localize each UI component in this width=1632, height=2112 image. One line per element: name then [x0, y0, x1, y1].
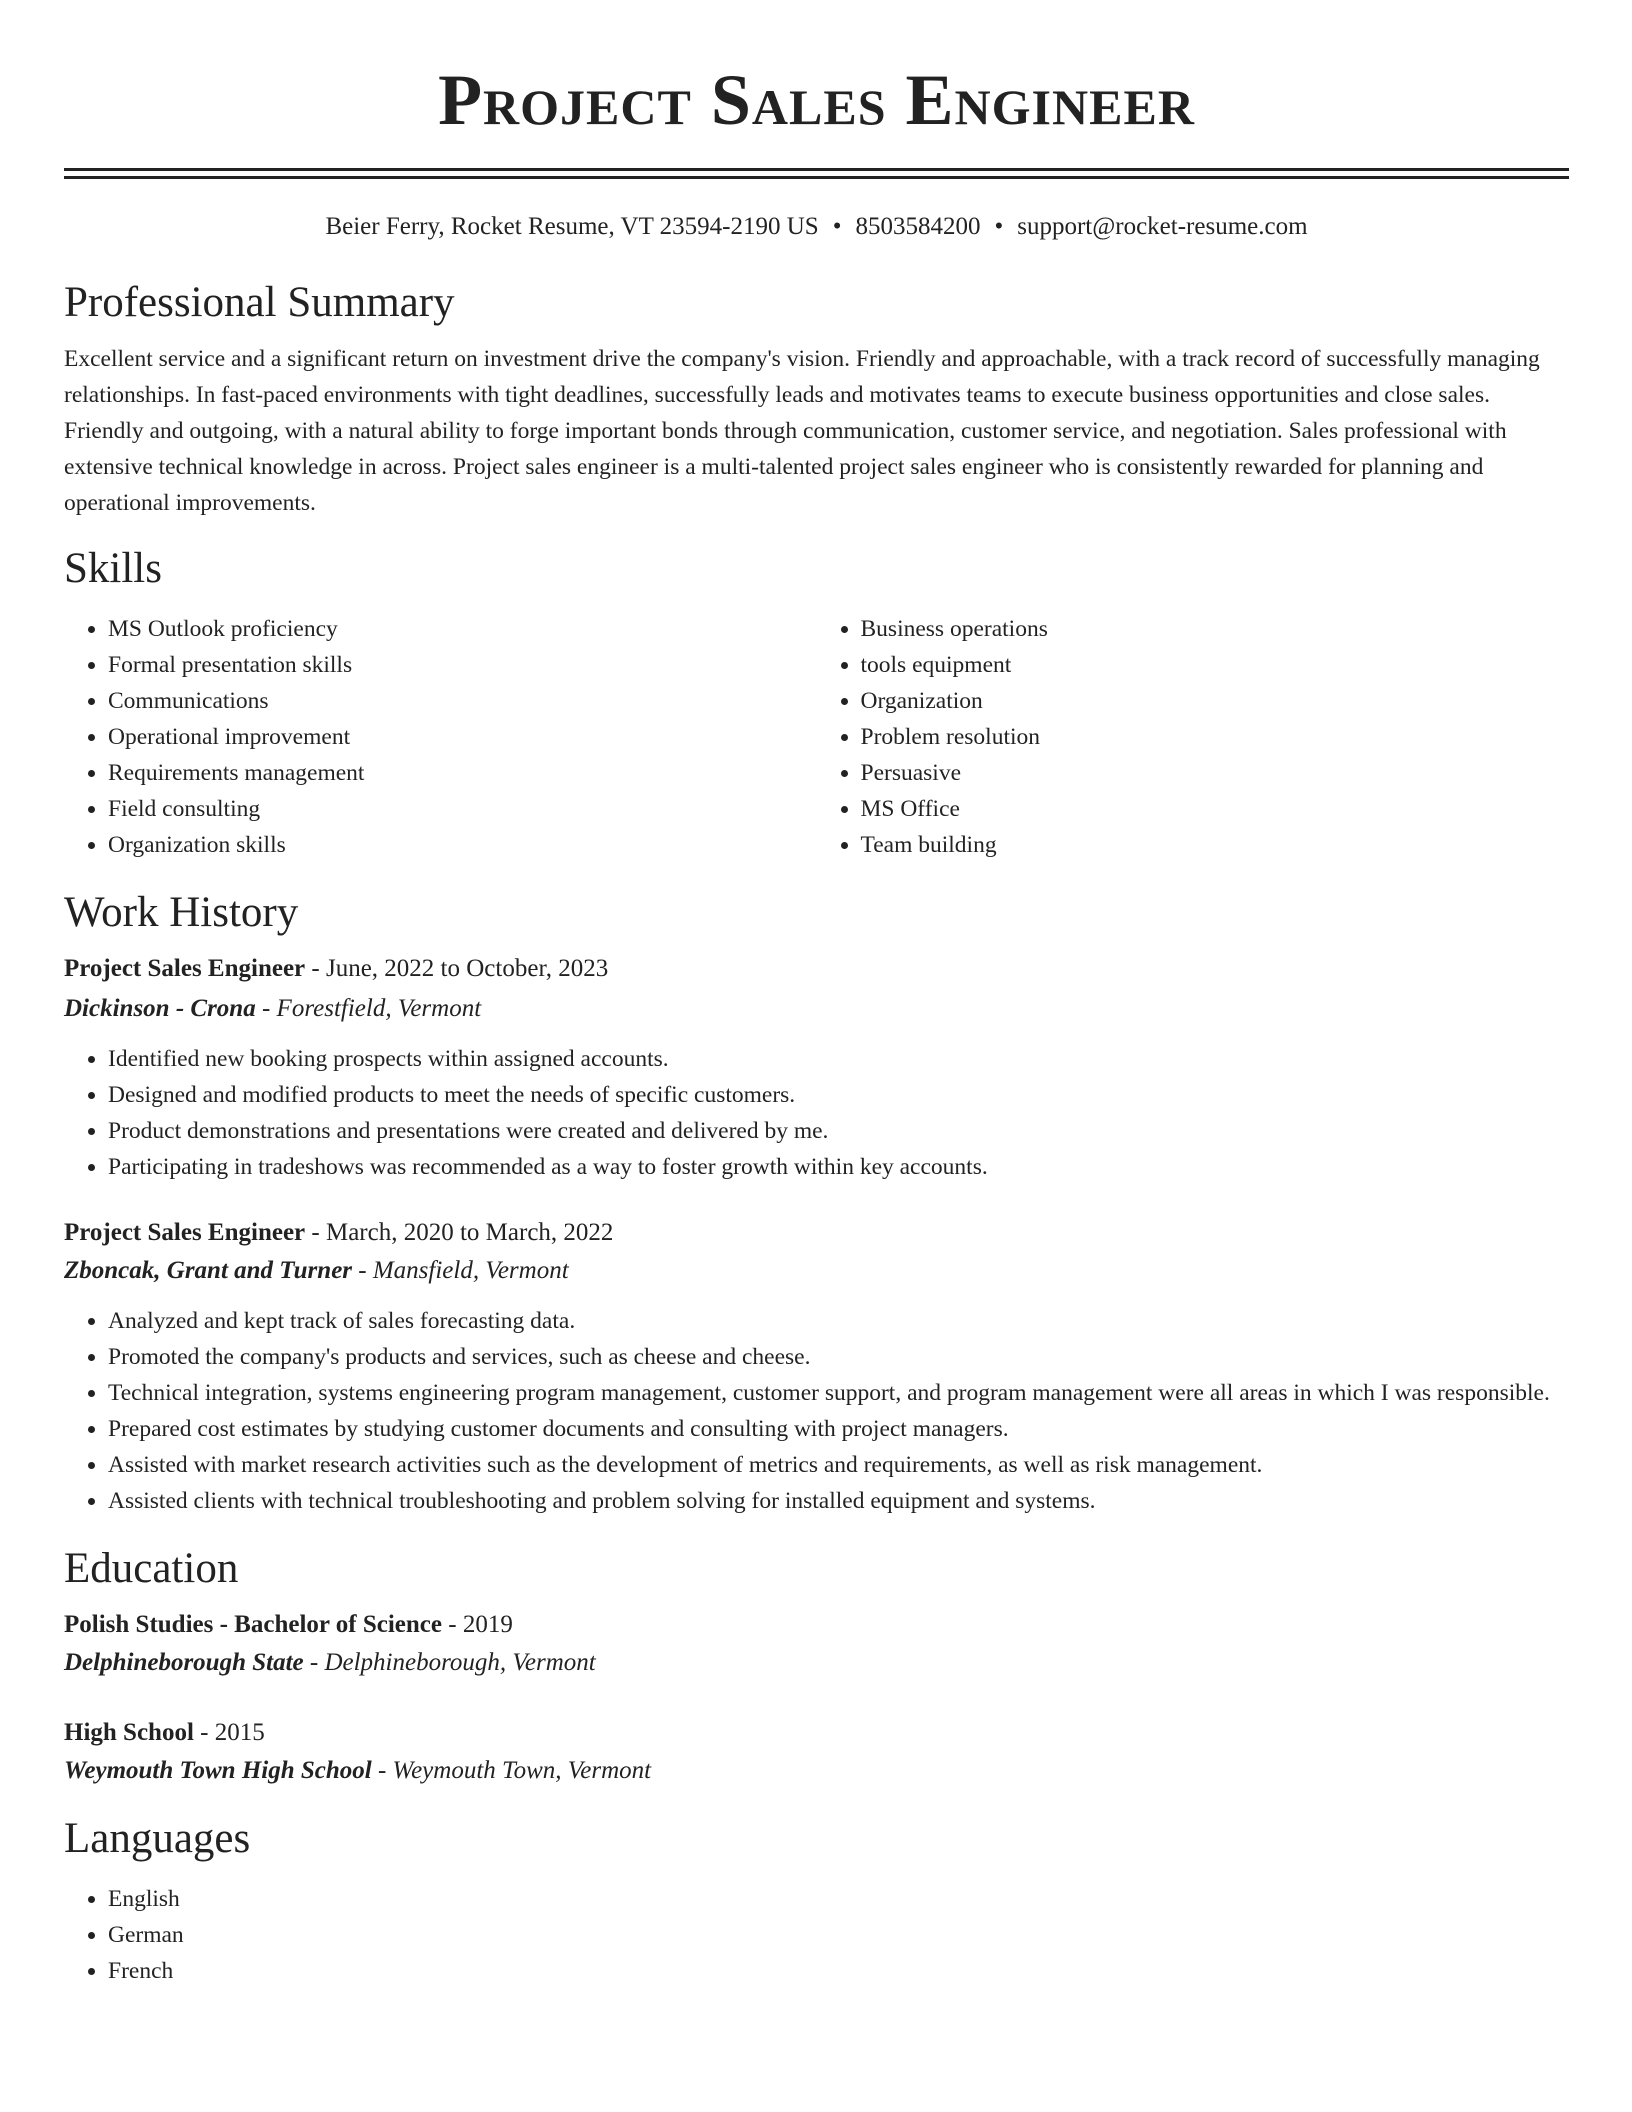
skill-item: • MS Office — [861, 791, 1570, 827]
job-duty: • Product demonstrations and presentations were created and delivered by me. — [108, 1113, 1569, 1149]
job-location: - Forestfield, Vermont — [261, 995, 482, 1022]
job-duty: • Designed and modified products to meet the needs of specific customers. — [108, 1077, 1569, 1113]
section-heading-languages: Languages — [64, 1815, 251, 1862]
skills-list-right — [817, 611, 1570, 863]
job-employer — [64, 991, 1569, 1027]
title-divider-top — [64, 168, 1569, 171]
job-duties — [64, 1041, 1569, 1185]
job-duty: • Technical integration, systems engineering program management, customer support, and program management were all areas in which I was responsible. — [108, 1375, 1569, 1411]
job-duty: • Analyzed and kept track of sales forecasting data. — [108, 1303, 1569, 1339]
job-employer — [64, 1253, 1569, 1289]
resume-title: Project Sales Engineer — [438, 60, 1195, 140]
job-duty: • Assisted with market research activities such as the development of metrics and requirements, as well as risk management. — [108, 1447, 1569, 1483]
language-item: • German — [108, 1917, 1569, 1953]
education-location: - Weymouth Town, Vermont — [377, 1757, 652, 1784]
skills-list-left — [64, 611, 817, 863]
job-entry — [64, 951, 1569, 1185]
job-company: Dickinson - Crona — [64, 995, 256, 1022]
job-header — [64, 1215, 1569, 1251]
education-year: - 2015 — [200, 1719, 265, 1746]
section-heading-summary: Professional Summary — [64, 279, 455, 326]
contact-phone: 8503584200 — [855, 213, 981, 240]
skill-item: • Persuasive — [861, 755, 1570, 791]
contact-address: Beier Ferry, Rocket Resume, VT 23594-2190 US — [325, 213, 819, 240]
skill-item: • Organization skills — [108, 827, 817, 863]
job-duty: • Promoted the company's products and services, such as cheese and cheese. — [108, 1339, 1569, 1375]
job-duty: • Identified new booking prospects within assigned accounts. — [108, 1041, 1569, 1077]
skill-item: • tools equipment — [861, 647, 1570, 683]
education-header — [64, 1715, 1569, 1751]
job-dates: - June, 2022 to October, 2023 — [311, 955, 609, 982]
contact-email: support@rocket-resume.com — [1017, 213, 1308, 240]
job-duty: • Prepared cost estimates by studying customer documents and consulting with project managers. — [108, 1411, 1569, 1447]
skill-item: • MS Outlook proficiency — [108, 611, 817, 647]
section-heading-work: Work History — [64, 889, 299, 936]
education-entry — [64, 1607, 1569, 1681]
education-header — [64, 1607, 1569, 1643]
language-item: • English — [108, 1881, 1569, 1917]
section-heading-skills: Skills — [64, 545, 162, 592]
skills-columns — [64, 611, 1569, 863]
skill-item: • Communications — [108, 683, 817, 719]
skill-item: • Requirements management — [108, 755, 817, 791]
job-location: - Mansfield, Vermont — [358, 1257, 569, 1284]
language-item: • French — [108, 1953, 1569, 1989]
summary-text: Excellent service and a significant return on investment drive the company's vision. Friendly and approachable, with a track record of successfully managing relationships. In fast-paced environments with tight deadlines, successfully leads and motivates teams to execute business opportunities and close sales. Friendly and outgoing, with a natural ability to forge important bonds through communication, customer service, and negotiation. Sales professional with extensive technical knowledge in across. Project sales engineer is a multi-talented project sales engineer who is consistently rewarded for planning and operational improvements. — [64, 346, 1540, 516]
contact-separator: • — [832, 213, 842, 240]
education-entry — [64, 1715, 1569, 1789]
resume-page — [64, 0, 1569, 1989]
education-degree: Polish Studies - Bachelor of Science — [64, 1611, 443, 1638]
job-duty: • Participating in tradeshows was recommended as a way to foster growth within key accounts. — [108, 1149, 1569, 1185]
education-year: - 2019 — [448, 1611, 513, 1638]
job-dates: - March, 2020 to March, 2022 — [311, 1219, 614, 1246]
contact-separator: • — [994, 213, 1004, 240]
education-school: Delphineborough State — [64, 1649, 304, 1676]
contact-line — [64, 211, 1569, 243]
education-institution — [64, 1753, 1569, 1789]
job-duties — [64, 1303, 1569, 1519]
education-location: - Delphineborough, Vermont — [309, 1649, 596, 1676]
languages-list — [64, 1881, 1569, 1989]
skill-item: • Operational improvement — [108, 719, 817, 755]
job-title: Project Sales Engineer — [64, 1219, 306, 1246]
skill-item: • Business operations — [861, 611, 1570, 647]
skill-item: • Formal presentation skills — [108, 647, 817, 683]
title-divider-bottom — [64, 176, 1569, 179]
job-header — [64, 951, 1569, 987]
education-institution — [64, 1645, 1569, 1681]
education-degree: High School — [64, 1719, 194, 1746]
job-title: Project Sales Engineer — [64, 955, 306, 982]
education-school: Weymouth Town High School — [64, 1757, 372, 1784]
job-duty: • Assisted clients with technical troubleshooting and problem solving for installed equipment and systems. — [108, 1483, 1569, 1519]
skill-item: • Field consulting — [108, 791, 817, 827]
skill-item: • Organization — [861, 683, 1570, 719]
job-entry — [64, 1215, 1569, 1519]
section-heading-education: Education — [64, 1545, 239, 1592]
job-company: Zboncak, Grant and Turner — [64, 1257, 353, 1284]
skill-item: • Team building — [861, 827, 1570, 863]
skill-item: • Problem resolution — [861, 719, 1570, 755]
